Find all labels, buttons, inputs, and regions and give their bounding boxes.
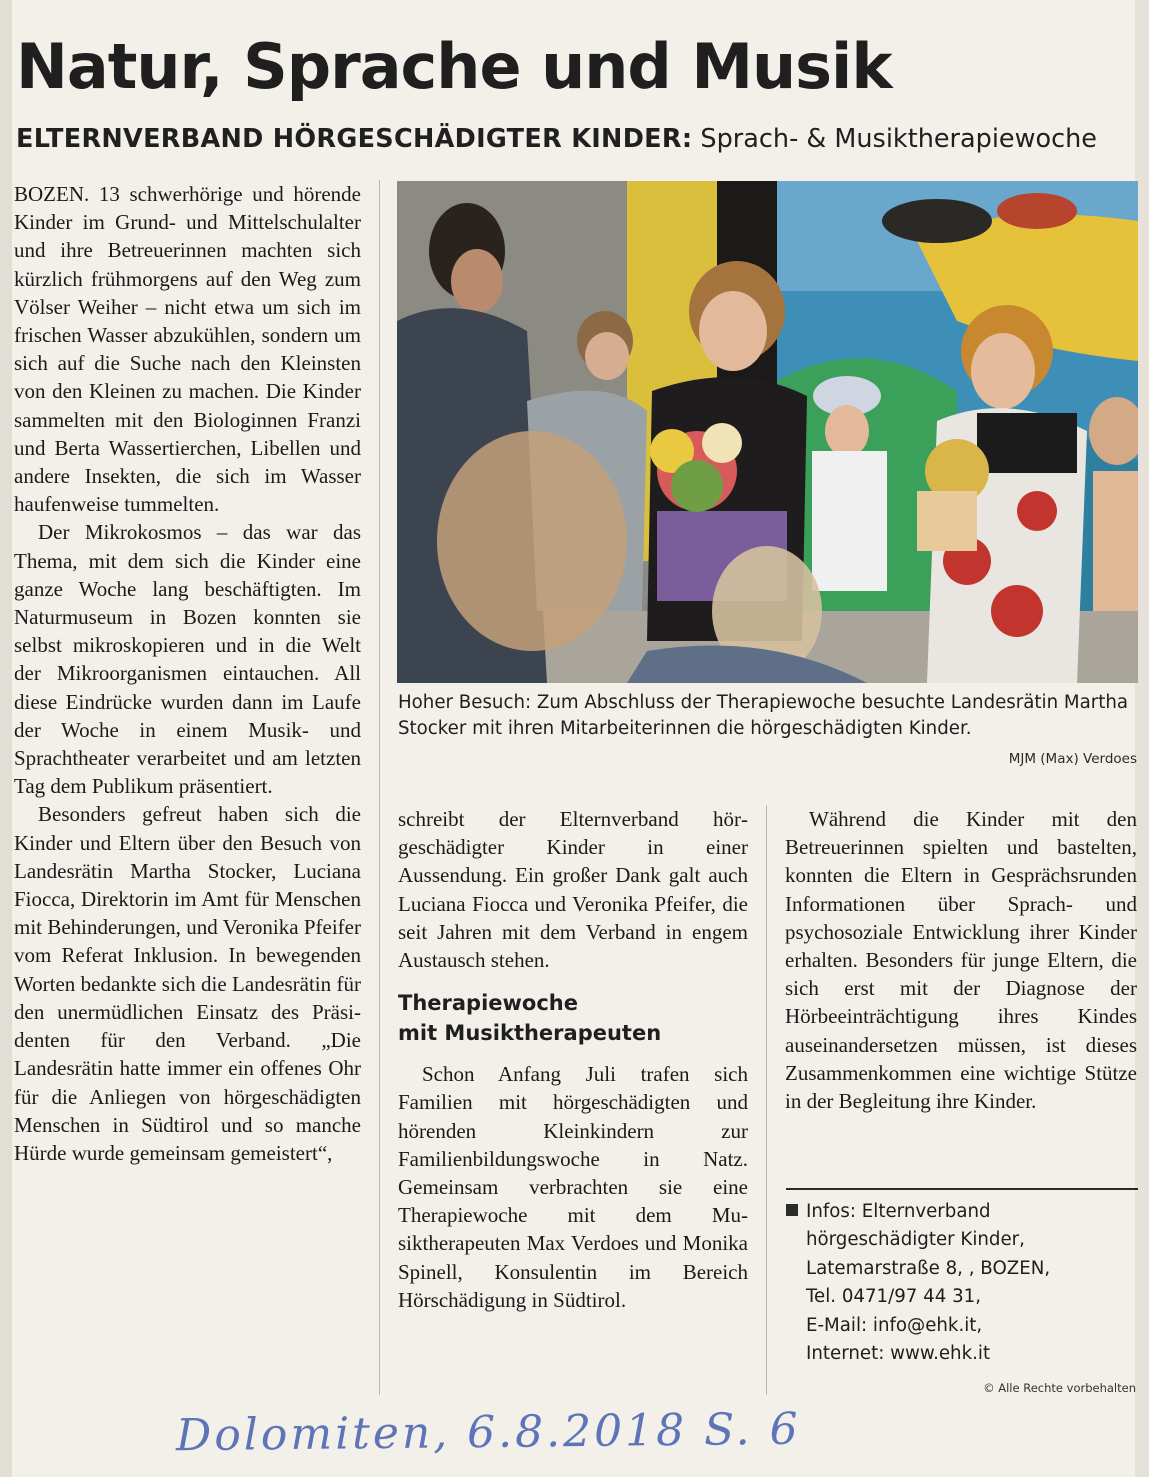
section-heading-line: Therapiewoche	[398, 991, 578, 1016]
info-line: Latemarstraße 8, , BOZEN,	[806, 1257, 1051, 1279]
subheadline	[16, 122, 1141, 156]
square-bullet-icon	[786, 1204, 798, 1216]
photo-credit: MJM (Max) Verdoes	[1008, 751, 1137, 767]
article-column-1	[14, 180, 361, 1395]
article-column-3	[785, 805, 1137, 1115]
info-website: Internet: www.ehk.it	[806, 1343, 991, 1365]
paragraph: Besonders gefreut haben sich die Kinder und Eltern über den Besuch von Landesrätin Martha Stocker, Luciana Fiocca, Direktorin im Amt für Menschen mit Behinderungen, und Veronika Pfeifer vom Referat Inklusion. In bewegenden Worten bedankte sich die Landesrätin für den unermüdlichen Einsatz des Präsidenten für den Verband. „Die Landesrätin hatte immer ein offenes Ohr für die Anliegen von hörgeschädigten Menschen in Südtirol und so manche Hürde wurde gemeinsam gemeistert“,	[14, 802, 361, 1165]
subtitle: Sprach- & Musiktherapiewoche	[692, 124, 1097, 154]
paragraph: Während die Kinder mit den Betreuerinnen spielten und bastelten, konnten die Eltern in Gesprächsrunden Informationen über Sprach- und psychosoziale Entwicklung ihrer Kinder erhalten. Besonders für junge Eltern, die sich erst mit der Diagnose der Hörbeeinträchtigung ihres Kindes auseinandersetzen müssen, ist dieses Zusammenkommen eine wichtige Stütze in der Begleitung ihre Kinder.	[785, 807, 1137, 1114]
article-photo	[397, 181, 1138, 683]
headline: Natur, Sprache und Musik	[16, 30, 892, 103]
info-line	[786, 1198, 1138, 1226]
info-divider	[786, 1188, 1138, 1190]
paragraph: BOZEN. 13 schwerhörige und hörende Kinder im Grund- und Mittelschulalter und ihre Betreuerinnen machten sich kürzlich frühmorgens auf den Weg zum Völser Weiher – nicht etwa um sich im frischen Wasser abzukühlen, sondern um sich auf die Suche nach den Kleinsten von den Kleinen zu machen. Die Kinder sammelten mit den Biologinnen Franzi und Berta Wassertierchen, Libellen und andere Insekten, die sich im Wasser haufenweise tummelten.	[14, 182, 361, 517]
info-text: Infos: Elternverband	[806, 1201, 991, 1222]
column-rule	[379, 180, 380, 1395]
kicker: ELTERNVERBAND HÖRGESCHÄDIGTER KINDER:	[16, 124, 693, 154]
handwritten-source-note: Dolomiten, 6.8.2018 S. 6	[175, 1403, 801, 1462]
paragraph: Der Mikrokosmos – das war das Thema, mit dem sich die Kinder eine ganze Woche lang beschäftigten. Im Naturmuseum in Bozen konnten sie selbst mikroskopieren und in die Welt der Mikroorganismen eintauchen. All diese Eindrücke wurden dann im Laufe der Woche in einem Musik- und Sprachtheater verarbeitet und am letzten Tag dem Publikum präsentiert.	[14, 520, 361, 799]
section-heading-line: mit Musiktherapeuten	[398, 1021, 662, 1046]
paragraph: schreibt der Elternverband hörgeschädigter Kinder in einer Aussendung. Ein großer Dank galt auch Luciana Fiocca und Veronika Pfeifer, die seit Jahren mit dem Verband in engem Austausch stehen.	[398, 807, 748, 973]
section-heading	[398, 988, 748, 1048]
info-box	[786, 1198, 1138, 1368]
photo-caption: Hoher Besuch: Zum Abschluss der Therapiewoche besuchte Landesrätin Martha Stocker mit ihren Mitarbeiterinnen die hörgeschädigten Kinder.	[398, 692, 1129, 739]
info-line: hörgeschädigter Kinder,	[806, 1229, 1025, 1251]
copyright-note: © Alle Rechte vorbehalten	[983, 1381, 1136, 1395]
info-email: E-Mail: info@ehk.it,	[806, 1314, 983, 1336]
page-edge-left	[0, 0, 12, 1477]
column-rule	[766, 805, 767, 1395]
info-phone: Tel. 0471/97 44 31,	[806, 1286, 982, 1308]
paragraph: Schon Anfang Juli trafen sich Familien mit hörgeschädigten und hörenden Kleinkindern zur Familienbildungswoche in Natz. Gemeinsam verbrachten sie eine Therapiewoche mit dem Musiktherapeuten Max Verdoes und Monika Spinell, Konsulentin im Bereich Hörschädigung in Südtirol.	[398, 1062, 748, 1312]
article-column-2	[398, 805, 748, 1314]
